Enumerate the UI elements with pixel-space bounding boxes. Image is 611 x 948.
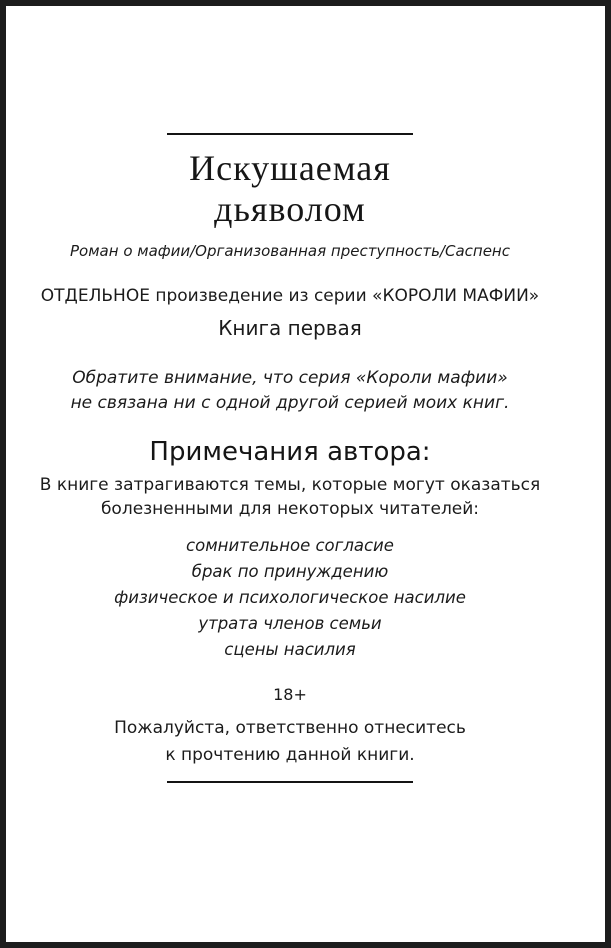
series-note	[6, 366, 574, 416]
trigger-warning-item: сомнительное согласие	[186, 535, 394, 555]
author-notes-heading: Примечания автора:	[149, 436, 431, 467]
book-title-line-1: Искушаемая	[189, 148, 391, 188]
title-page-content	[6, 133, 574, 783]
series-note-line-1: Обратите внимание, что серия «Короли мафии»	[72, 367, 508, 388]
trigger-warning-item: физическое и психологическое насилие	[114, 587, 466, 607]
content-warning-line-1: В книге затрагиваются темы, которые могут оказаться	[39, 474, 541, 495]
trigger-warning-item: сцены насилия	[224, 639, 356, 659]
book-title	[6, 148, 574, 229]
book-title-line-2: дьяволом	[214, 188, 366, 229]
series-info: ОТДЕЛЬНОЕ произведение из серии «КОРОЛИ МАФИИ»	[40, 285, 540, 306]
genre-subtitle: Роман о мафии/Организованная преступность/Саспенс	[70, 242, 510, 261]
age-rating-badge: 18+	[273, 684, 307, 704]
trigger-warning-item: брак по принуждению	[191, 561, 389, 581]
trigger-warning-item: утрата членов семьи	[198, 613, 382, 633]
series-note-line-2: не связана ни с одной другой серией моих книг.	[70, 392, 510, 413]
closing-note-line-1: Пожалуйста, ответственно отнеситесь	[114, 717, 466, 738]
book-number: Книга первая	[218, 315, 362, 340]
content-warning	[6, 473, 574, 521]
trigger-warning-list	[6, 533, 574, 663]
content-warning-line-2: болезненными для некоторых читателей:	[100, 498, 480, 519]
bottom-divider	[167, 781, 413, 783]
closing-note	[6, 715, 574, 769]
top-divider	[167, 133, 413, 135]
closing-note-line-2: к прочтению данной книги.	[165, 744, 415, 765]
